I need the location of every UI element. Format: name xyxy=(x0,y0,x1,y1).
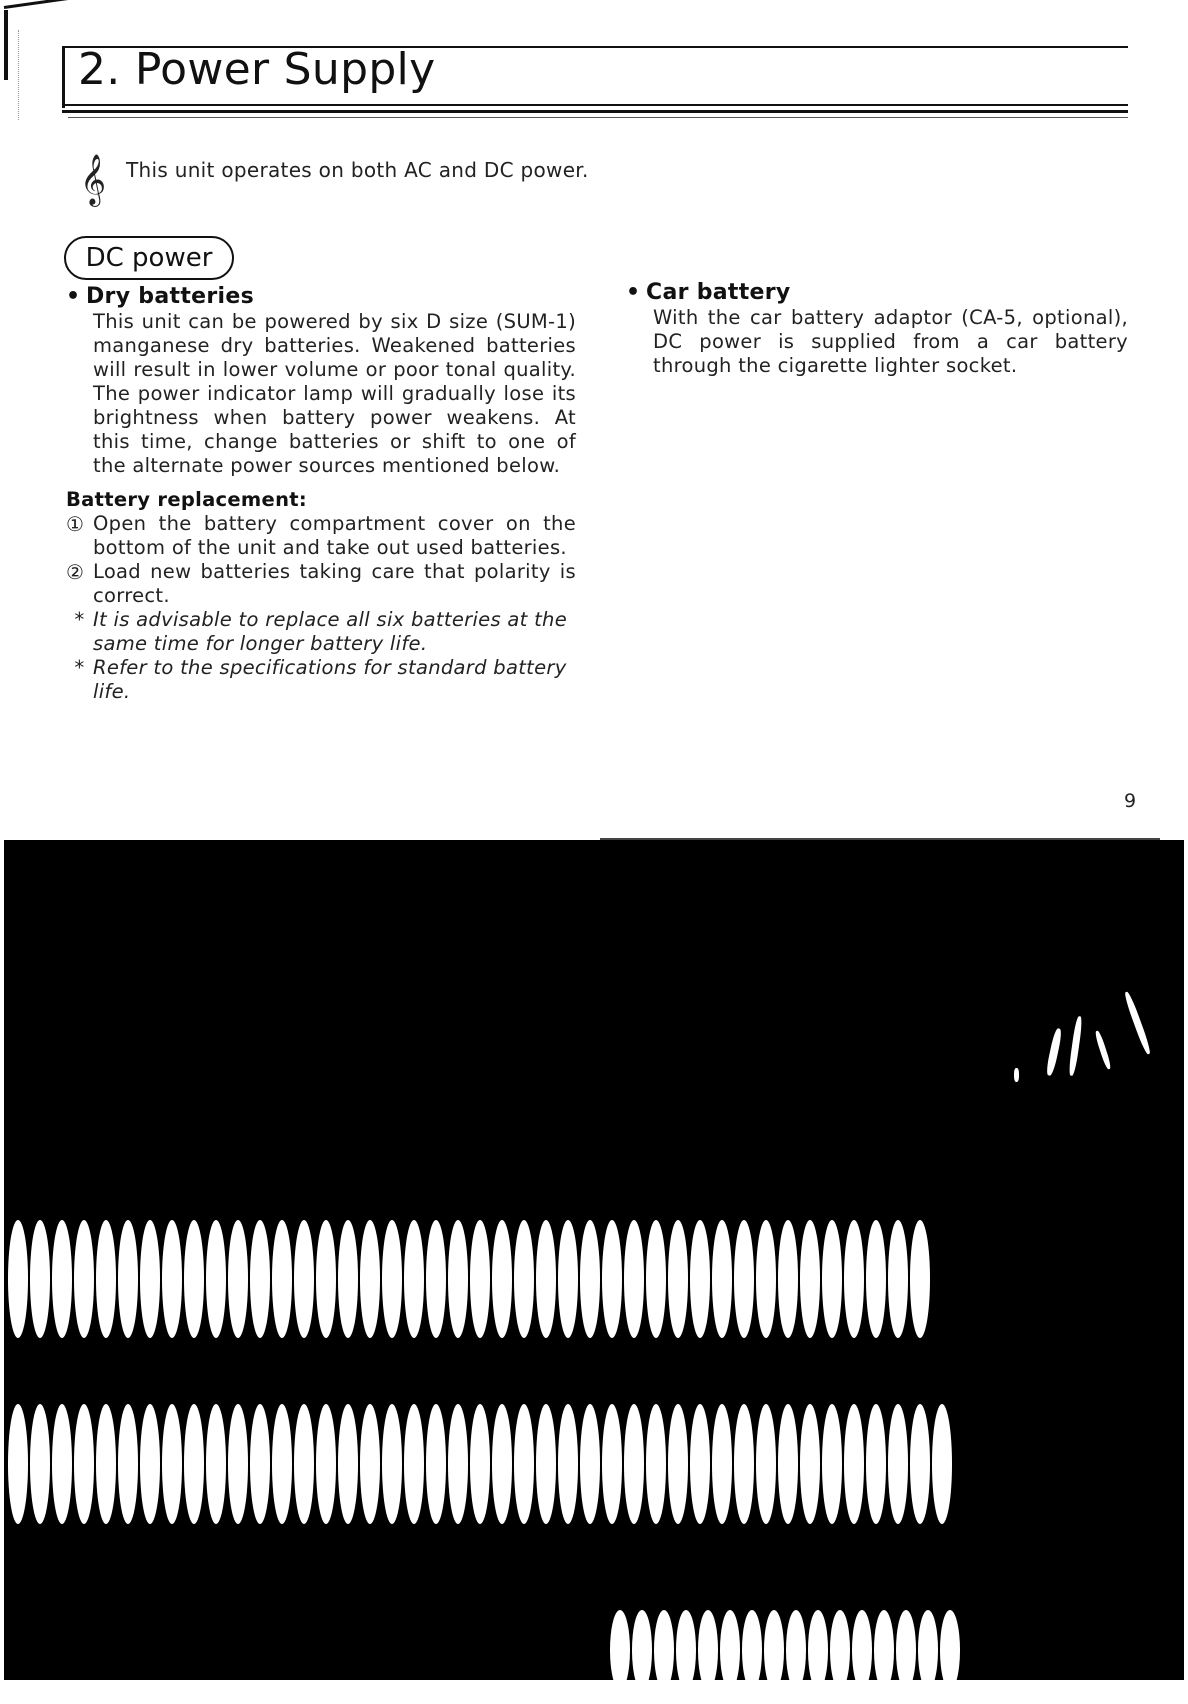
keyboard-key xyxy=(896,1610,916,1680)
keyboard-key xyxy=(316,1220,336,1338)
keyboard-key xyxy=(602,1220,622,1338)
keyboard-key xyxy=(800,1220,820,1338)
keyboard-key xyxy=(426,1404,446,1524)
keyboard-key xyxy=(778,1220,798,1338)
keyboard-key xyxy=(668,1404,688,1524)
light-streak xyxy=(1123,991,1152,1055)
keyboard-key xyxy=(742,1610,762,1680)
keyboard-key xyxy=(228,1220,248,1338)
keyboard-key xyxy=(830,1610,850,1680)
step-number: ② xyxy=(66,560,85,584)
keyboard-key xyxy=(932,1404,952,1524)
keyboard-key xyxy=(610,1610,630,1680)
car-battery-body: With the car battery adaptor (CA-5, optional), DC power is supplied from a car battery through the cigarette lighter socket. xyxy=(653,306,1128,377)
corner-mark-horizontal xyxy=(4,0,82,9)
note-asterisk: * xyxy=(74,656,85,679)
keyboard-key xyxy=(272,1404,292,1524)
battery-note xyxy=(66,608,576,656)
light-streak xyxy=(1094,1030,1112,1070)
keyboard-key xyxy=(668,1220,688,1338)
keyboard-key xyxy=(52,1404,72,1524)
keyboard-key xyxy=(30,1404,50,1524)
keyboard-key xyxy=(690,1220,710,1338)
keyboard-key xyxy=(382,1220,402,1338)
page-number: 9 xyxy=(1124,790,1137,812)
keyboard-key xyxy=(646,1404,666,1524)
keyboard-key xyxy=(118,1404,138,1524)
keyboard-key xyxy=(228,1404,248,1524)
keyboard-key xyxy=(646,1220,666,1338)
keyboard-key xyxy=(720,1610,740,1680)
keyboard-key xyxy=(470,1220,490,1338)
note-text: Refer to the specifications for standard battery life. xyxy=(93,656,567,703)
dry-batteries-heading-text: Dry batteries xyxy=(86,284,254,309)
keyboard-key xyxy=(764,1610,784,1680)
keyboard-key xyxy=(698,1610,718,1680)
keyboard-key xyxy=(712,1220,732,1338)
keyboard-key xyxy=(654,1610,674,1680)
header-rule xyxy=(68,117,1128,118)
keyboard-key-row xyxy=(8,1220,930,1338)
keyboard-key xyxy=(272,1220,292,1338)
keyboard-key xyxy=(712,1404,732,1524)
keyboard-key xyxy=(338,1404,358,1524)
keyboard-key xyxy=(632,1610,652,1680)
keyboard-key xyxy=(360,1220,380,1338)
keyboard-key xyxy=(8,1220,28,1338)
keyboard-key xyxy=(690,1404,710,1524)
keyboard-key xyxy=(8,1404,28,1524)
keyboard-key xyxy=(624,1220,644,1338)
keyboard-key xyxy=(470,1404,490,1524)
keyboard-key xyxy=(140,1404,160,1524)
keyboard-key xyxy=(580,1404,600,1524)
keyboard-key xyxy=(514,1404,534,1524)
keyboard-key xyxy=(756,1404,776,1524)
step-text: Load new batteries taking care that polarity is correct. xyxy=(93,560,576,607)
keyboard-key xyxy=(360,1404,380,1524)
keyboard-key xyxy=(778,1404,798,1524)
keyboard-key xyxy=(118,1220,138,1338)
keyboard-key xyxy=(910,1220,930,1338)
bullet-icon: • xyxy=(626,280,641,305)
replacement-step xyxy=(66,512,576,560)
keyboard-key xyxy=(448,1404,468,1524)
keyboard-key xyxy=(918,1610,938,1680)
keyboard-key xyxy=(140,1220,160,1338)
keyboard-key xyxy=(800,1404,820,1524)
battery-replacement-heading: Battery replacement: xyxy=(66,488,307,511)
keyboard-key xyxy=(756,1220,776,1338)
light-streak xyxy=(1014,1068,1019,1082)
treble-clef-icon: 𝄞 xyxy=(80,154,107,205)
keyboard-key xyxy=(808,1610,828,1680)
keyboard-key xyxy=(184,1404,204,1524)
dry-batteries-body: This unit can be powered by six D size (SUM-1) manganese dry batteries. Weakened batteries will result in lower volume or poor tonal quality. The power indicator lamp will gradually lose its brightness when battery power weakens. At this time, change batteries or shift to one of the alternate power sources mentioned below. xyxy=(93,310,576,477)
keyboard-key xyxy=(184,1220,204,1338)
keyboard-key xyxy=(866,1404,886,1524)
scan-margin-dots xyxy=(18,30,19,120)
keyboard-key xyxy=(676,1610,696,1680)
keyboard-key xyxy=(206,1404,226,1524)
keyboard-key xyxy=(558,1220,578,1338)
keyboard-key xyxy=(74,1404,94,1524)
keyboard-key xyxy=(382,1404,402,1524)
keyboard-key xyxy=(822,1404,842,1524)
header-rule xyxy=(62,104,1128,106)
keyboard-key xyxy=(536,1220,556,1338)
keyboard-key xyxy=(580,1220,600,1338)
keyboard-key xyxy=(844,1404,864,1524)
section-label: DC power xyxy=(64,236,234,280)
keyboard-key xyxy=(294,1220,314,1338)
keyboard-key xyxy=(734,1404,754,1524)
corner-mark-vertical xyxy=(4,10,8,80)
step-number: ① xyxy=(66,512,85,536)
keyboard-key xyxy=(404,1220,424,1338)
keyboard-key xyxy=(316,1404,336,1524)
keyboard-key xyxy=(786,1610,806,1680)
keyboard-key xyxy=(910,1404,930,1524)
keyboard-photo xyxy=(4,840,1184,1680)
replacement-step xyxy=(66,560,576,608)
keyboard-key xyxy=(558,1404,578,1524)
keyboard-key xyxy=(822,1220,842,1338)
keyboard-key xyxy=(96,1220,116,1338)
keyboard-key xyxy=(536,1404,556,1524)
keyboard-key xyxy=(514,1220,534,1338)
note-text: It is advisable to replace all six batteries at the same time for longer battery life. xyxy=(93,608,568,655)
car-battery-heading-text: Car battery xyxy=(646,280,791,305)
note-asterisk: * xyxy=(74,608,85,631)
intro-text: This unit operates on both AC and DC power. xyxy=(126,158,589,182)
keyboard-key xyxy=(874,1610,894,1680)
keyboard-key xyxy=(602,1404,622,1524)
keyboard-key xyxy=(734,1220,754,1338)
keyboard-key xyxy=(162,1404,182,1524)
keyboard-key xyxy=(426,1220,446,1338)
keyboard-key xyxy=(448,1220,468,1338)
bullet-icon: • xyxy=(66,284,81,309)
battery-note xyxy=(66,656,576,704)
page-title: 2. Power Supply xyxy=(78,44,436,95)
keyboard-key xyxy=(844,1220,864,1338)
keyboard-key xyxy=(96,1404,116,1524)
keyboard-key xyxy=(940,1610,960,1680)
keyboard-key xyxy=(250,1404,270,1524)
left-column xyxy=(66,284,576,704)
keyboard-key xyxy=(866,1220,886,1338)
keyboard-key xyxy=(206,1220,226,1338)
keyboard-key xyxy=(338,1220,358,1338)
keyboard-key xyxy=(492,1404,512,1524)
car-battery-heading xyxy=(626,280,1128,306)
dry-batteries-heading xyxy=(66,284,576,310)
keyboard-key-row xyxy=(610,1610,960,1680)
keyboard-key xyxy=(404,1404,424,1524)
keyboard-key xyxy=(852,1610,872,1680)
keyboard-key xyxy=(294,1404,314,1524)
keyboard-key xyxy=(250,1220,270,1338)
keyboard-key xyxy=(52,1220,72,1338)
keyboard-key xyxy=(888,1220,908,1338)
keyboard-key xyxy=(888,1404,908,1524)
keyboard-key xyxy=(492,1220,512,1338)
keyboard-key xyxy=(624,1404,644,1524)
keyboard-key-row xyxy=(8,1404,952,1524)
keyboard-key xyxy=(162,1220,182,1338)
light-streak xyxy=(1045,1028,1063,1077)
keyboard-key xyxy=(74,1220,94,1338)
light-streak xyxy=(1068,1016,1083,1076)
keyboard-key xyxy=(30,1220,50,1338)
right-column xyxy=(626,280,1128,378)
header-rule xyxy=(62,110,1128,113)
step-text: Open the battery compartment cover on the bottom of the unit and take out used batteries. xyxy=(93,512,576,559)
